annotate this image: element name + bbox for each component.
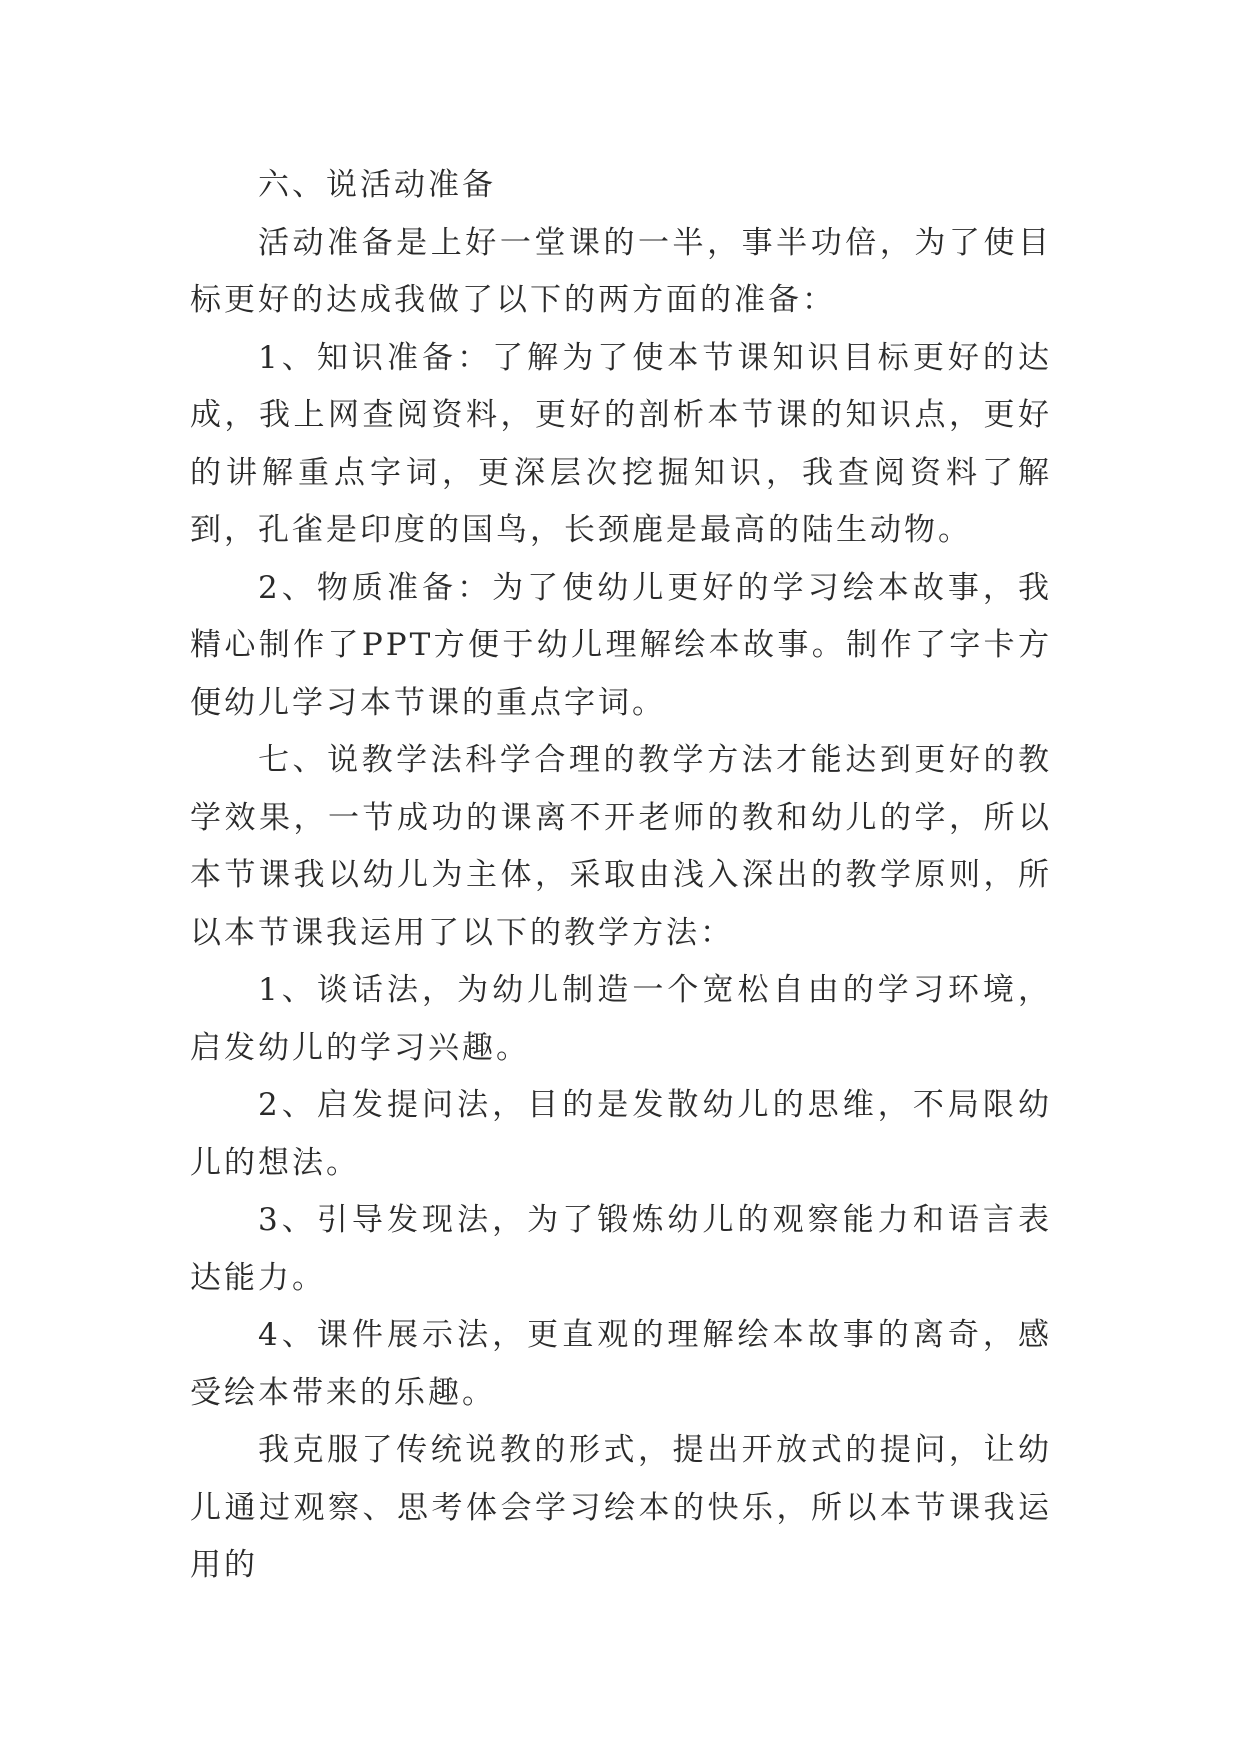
- paragraph-summary: 我克服了传统说教的形式，提出开放式的提问，让幼儿通过观察、思考体会学习绘本的快乐，所以本节课我运用的: [190, 1432, 1052, 1583]
- paragraph-method-questioning: 2、启发提问法，目的是发散幼儿的思维，不局限幼儿的想法。: [190, 1087, 1052, 1181]
- document-body: [190, 157, 1052, 1595]
- section-heading-activity-preparation: 六、说活动准备: [258, 167, 496, 203]
- paragraph-method-courseware: 4、课件展示法，更直观的理解绘本故事的离奇，感受绘本带来的乐趣。: [190, 1317, 1052, 1411]
- paragraph-knowledge-preparation: 1、知识准备：了解为了使本节课知识目标更好的达成，我上网查阅资料，更好的剖析本节课的知识点，更好的讲解重点字词，更深层次挖掘知识，我查阅资料了解到，孔雀是印度的国鸟，长颈鹿是最高的陆生动物。: [190, 339, 1052, 548]
- paragraph-preparation-intro: 活动准备是上好一堂课的一半，事半功倍，为了使目标更好的达成我做了以下的两方面的准备：: [190, 224, 1052, 318]
- paragraph-method-conversation: 1、谈话法，为幼儿制造一个宽松自由的学习环境，启发幼儿的学习兴趣。: [190, 972, 1052, 1066]
- paragraph-method-discovery: 3、引导发现法，为了锻炼幼儿的观察能力和语言表达能力。: [190, 1202, 1052, 1296]
- paragraph-material-preparation: 2、物质准备：为了使幼儿更好的学习绘本故事，我精心制作了PPT方便于幼儿理解绘本故事。制作了字卡方便幼儿学习本节课的重点字词。: [190, 569, 1052, 721]
- section-teaching-methods: 七、说教学法科学合理的教学方法才能达到更好的教学效果，一节成功的课离不开老师的教和幼儿的学，所以本节课我以幼儿为主体，采取由浅入深出的教学原则，所以本节课我运用了以下的教学方法：: [190, 742, 1052, 951]
